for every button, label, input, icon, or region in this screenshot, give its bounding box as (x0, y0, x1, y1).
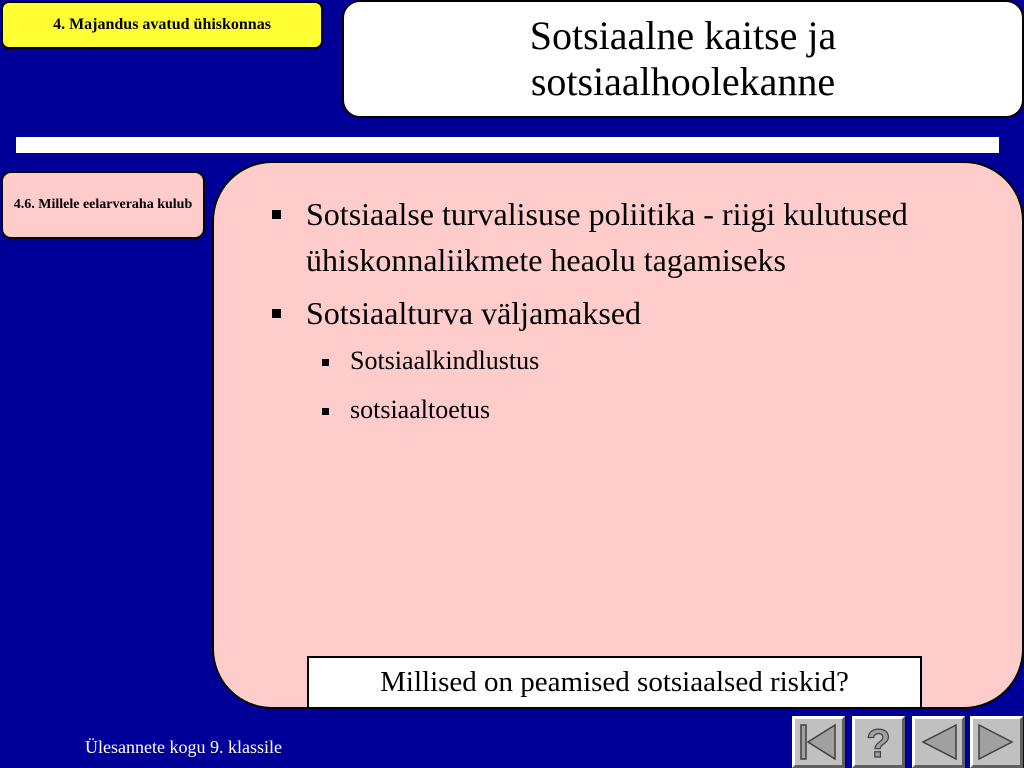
sub-bullet-text: Sotsiaalkindlustus (350, 346, 540, 375)
content-panel (212, 161, 1024, 709)
sub-list-item (262, 392, 962, 428)
help-icon (855, 719, 902, 765)
sub-bullet-text: sotsiaaltoetus (350, 395, 491, 424)
first-icon (795, 719, 842, 765)
help-button[interactable] (852, 716, 905, 768)
first-slide-button[interactable] (792, 716, 845, 768)
chapter-badge: 4. Majandus avatud ühiskonnas (1, 1, 323, 49)
bullet-text: Sotsiaalturva väljamaksed (306, 295, 642, 331)
bullet-marker (322, 408, 329, 415)
list-item (262, 191, 962, 283)
header-divider (16, 137, 999, 153)
section-badge: 4.6. Millele eelarveraha kulub (1, 171, 205, 239)
footer-text: Ülesannete kogu 9. klassile (85, 737, 282, 757)
next-icon (973, 719, 1020, 765)
previous-slide-button[interactable] (912, 716, 965, 768)
sub-list-item (262, 343, 962, 379)
previous-icon (915, 719, 962, 765)
bullet-marker (272, 309, 281, 318)
next-slide-button[interactable] (970, 716, 1023, 768)
bullet-text: Sotsiaalse turvalisuse poliitika - riigi kulutused ühiskonnaliikmete heaolu tagamiseks (306, 196, 908, 278)
bullet-marker (322, 359, 329, 366)
slide-title: Sotsiaalne kaitse ja sotsiaalhoolekanne (342, 0, 1024, 118)
list-item (262, 290, 962, 336)
bullet-marker (272, 210, 281, 219)
bullet-list (262, 191, 962, 441)
svg-text:?: ? (866, 722, 891, 765)
question-box: Millised on peamised sotsiaalsed riskid? (307, 656, 922, 709)
